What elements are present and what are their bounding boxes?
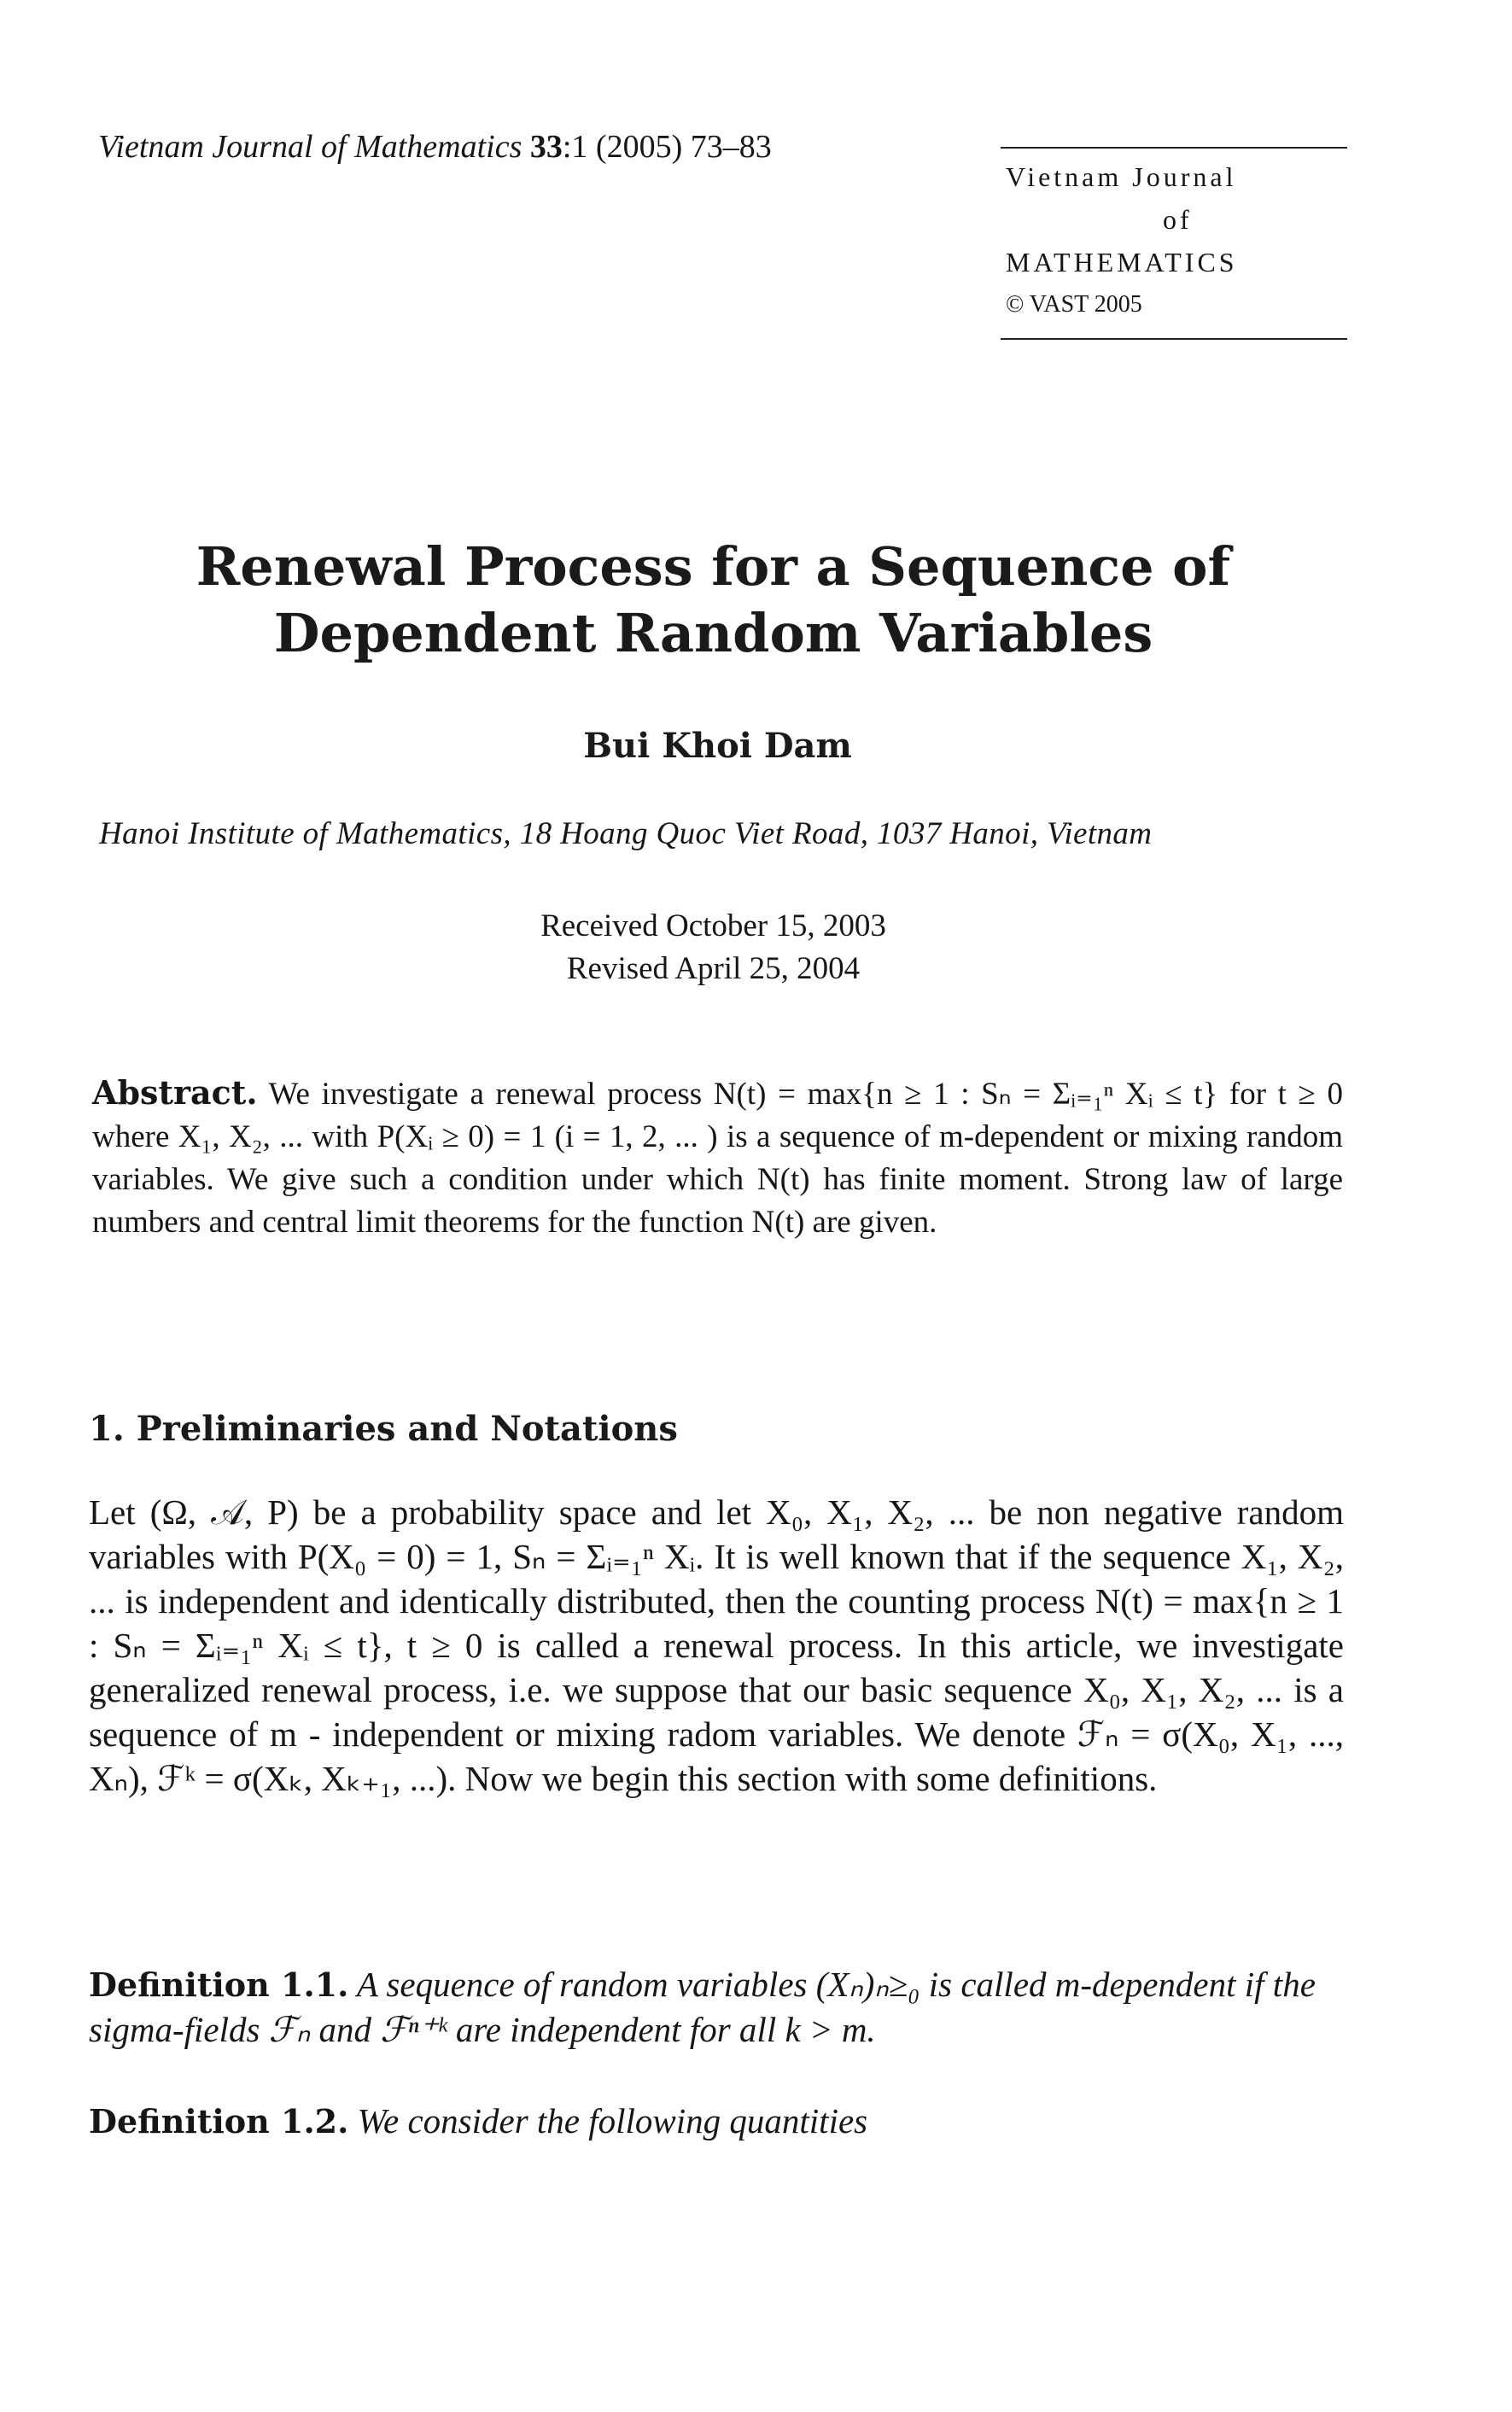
paper-title [0, 534, 1512, 667]
submission-dates [0, 905, 1512, 990]
journal-name: Vietnam Journal of Mathematics [98, 129, 522, 165]
abstract-label: Abstract. [92, 1073, 258, 1112]
section-heading: 1. Preliminaries and Notations [89, 1409, 678, 1449]
abstract-text: We investigate a renewal process N(t) = max{n ≥ 1 : Sₙ = Σᵢ₌₁ⁿ Xᵢ ≤ t} for t ≥ 0 where X₁, X₂, ... with P(Xᵢ ≥ 0) = 1 (i = 1, 2, ... ) is a sequence of m-dependent or mixing random variables. We give such a condition under which N(t) has finite moment. Strong law of large numbers and central limit theorems for the function N(t) are given. [92, 1077, 1343, 1240]
author-affiliation: Hanoi Institute of Mathematics, 18 Hoang Quoc Viet Road, 1037 Hanoi, Vietnam [99, 816, 1153, 851]
definition-text: We consider the following quantities [357, 2101, 868, 2140]
definition-label: Definition 1.1. [89, 1965, 349, 2004]
masthead-copyright: © VAST 2005 [1006, 291, 1142, 318]
journal-reference [98, 128, 772, 166]
title-line-1: Renewal Process for a Sequence of [196, 535, 1231, 598]
definition-label: Definition 1.2. [89, 2102, 349, 2140]
masthead-line-3: MATHEMATICS [1006, 247, 1238, 277]
journal-masthead [1001, 147, 1347, 340]
definition-1-2 [89, 2099, 1344, 2144]
definition-text: A sequence of random variables (Xₙ)ₙ≥₀ is called m-dependent if the sigma-fields ℱₙ and ℱⁿ⁺ᵏ are independent for all k > m. [89, 1965, 1316, 2049]
section-paragraph: Let (Ω, 𝒜, P) be a probability space and let X₀, X₁, X₂, ... be non negative random variables with P(X₀ = 0) = 1, Sₙ = Σᵢ₌₁ⁿ Xᵢ. It is well known that if the sequence X₁, X₂, ... is independent and identically distributed, then the counting process N(t) = max{n ≥ 1 : Sₙ = Σᵢ₌₁ⁿ Xᵢ ≤ t}, t ≥ 0 is called a renewal process. In this article, we investigate generalized renewal process, i.e. we suppose that our basic sequence X₀, X₁, X₂, ... is a sequence of m - independent or mixing radom variables. We denote ℱₙ = σ(X₀, X₁, ..., Xₙ), ℱᵏ = σ(Xₖ, Xₖ₊₁, ...). Now we begin this section with some definitions. [89, 1492, 1344, 1798]
abstract [92, 1072, 1343, 1244]
revised-date: Revised April 25, 2004 [566, 951, 861, 986]
journal-volume: 33 [529, 129, 563, 165]
title-line-2: Dependent Random Variables [273, 602, 1153, 664]
journal-issue-pages: :1 (2005) 73–83 [562, 129, 772, 165]
definition-1-1 [89, 1962, 1344, 2052]
masthead-line-1: Vietnam Journal [1006, 161, 1237, 192]
received-date: Received October 15, 2003 [540, 908, 886, 943]
author-name: Bui Khoi Dam [583, 726, 852, 766]
masthead-line-2: of [1163, 204, 1193, 235]
